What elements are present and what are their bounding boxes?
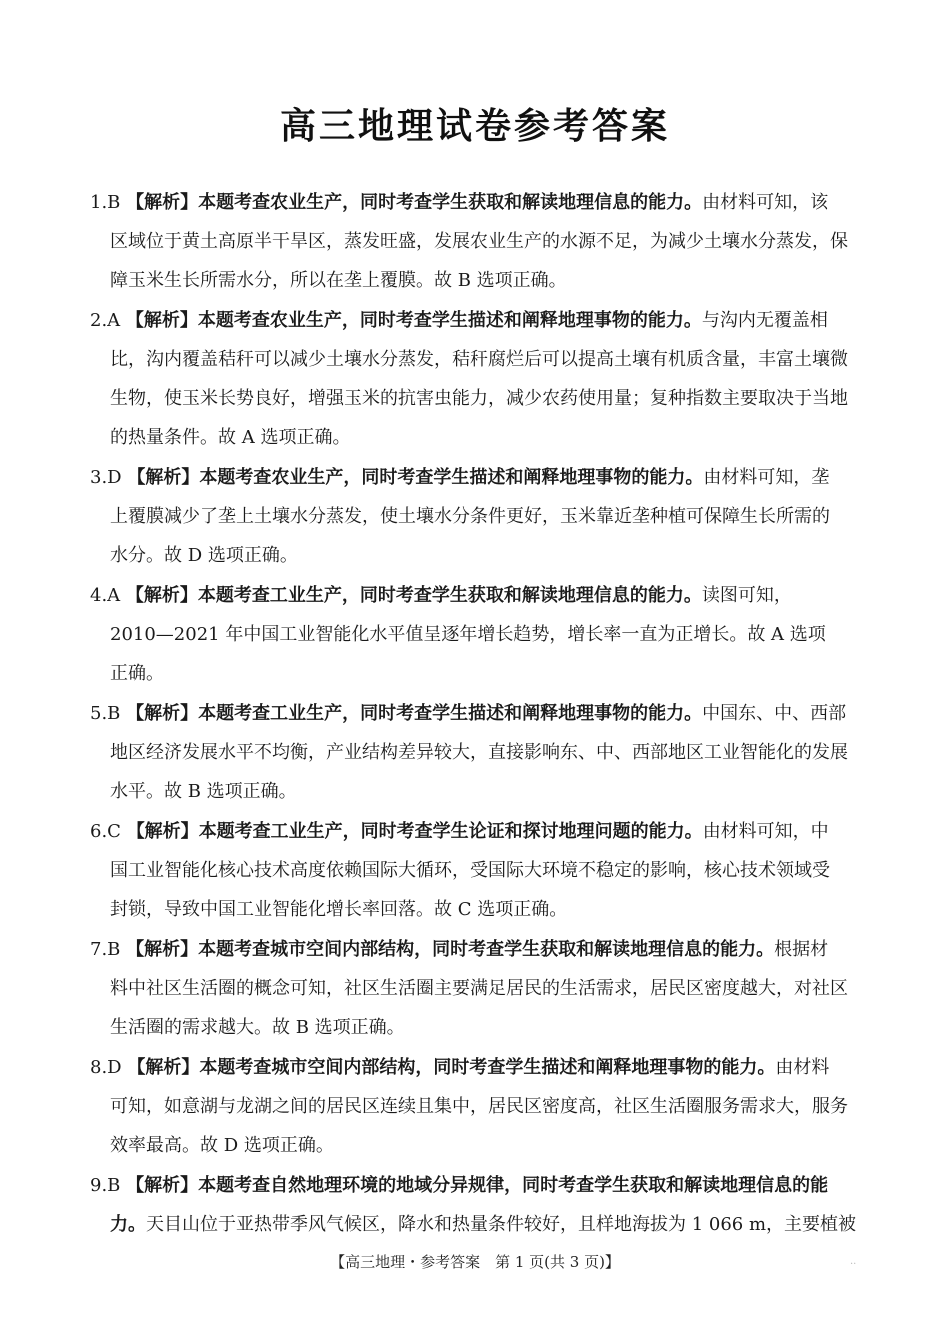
answer-text: 地区经济发展水平不均衡，产业结构差异较大，直接影响东、中、西部地区工业智能化的发展 (110, 742, 848, 763)
answer-number: 9.B (90, 1175, 121, 1196)
answer-text: 由材料 (775, 1057, 830, 1078)
answer-number: 3.D (90, 467, 122, 488)
analysis-tag: 【解析】 (125, 310, 198, 331)
answer-text: 2010—2021 年中国工业智能化水平值呈逐年增长趋势，增长率一直为正增长。故 A 选项 (110, 624, 826, 645)
answer-text: 由材料可知，该 (702, 192, 829, 213)
answer-number: 2.A (90, 310, 121, 331)
answer-first-line (90, 1174, 828, 1198)
answer-first-line (90, 309, 828, 333)
analysis-tag: 【解析】 (126, 939, 199, 960)
answer-text: 水平。故 B 选项正确。 (110, 781, 297, 802)
answer-text: 中国东、中、西部 (702, 703, 847, 724)
analysis-tag: 【解析】 (126, 703, 199, 724)
answer-first-line (90, 702, 846, 726)
page-title: 高三地理试卷参考答案 (279, 106, 670, 147)
answer-text: 水分。故 D 选项正确。 (110, 545, 298, 566)
answer-first-line (90, 466, 829, 490)
answer-number: 1.B (90, 192, 121, 213)
analysis-topic-continued: 力。 (110, 1214, 146, 1235)
analysis-topic: 本题考查农业生产，同时考查学生获取和解读地理信息的能力。 (198, 192, 703, 213)
analysis-topic: 本题考查农业生产，同时考查学生描述和阐释地理事物的能力。 (199, 467, 704, 488)
answer-first-line (90, 191, 828, 215)
analysis-topic: 本题考查城市空间内部结构，同时考查学生获取和解读地理信息的能力。 (198, 939, 775, 960)
answer-text: 封锁，导致中国工业智能化增长率回落。故 C 选项正确。 (110, 899, 568, 920)
answer-text: 生活圈的需求越大。故 B 选项正确。 (110, 1017, 405, 1038)
answer-first-line (90, 1056, 829, 1080)
analysis-topic: 本题考查工业生产，同时考查学生获取和解读地理信息的能力。 (197, 585, 702, 606)
analysis-tag: 【解析】 (126, 1175, 199, 1196)
answer-number: 4.A (90, 585, 121, 606)
answer-text: 比，沟内覆盖秸秆可以减少土壤水分蒸发，秸秆腐烂后可以提高土壤有机质含量，丰富土壤微 (110, 349, 848, 370)
analysis-tag: 【解析】 (127, 467, 200, 488)
answer-text (110, 1213, 856, 1237)
answer-text: 国工业智能化核心技术高度依赖国际大循环，受国际大环境不稳定的影响，核心技术领域受 (110, 860, 830, 881)
answer-text: 区域位于黄土高原半干旱区，蒸发旺盛，发展农业生产的水源不足，为减少土壤水分蒸发，保 (110, 231, 848, 252)
analysis-tag: 【解析】 (126, 821, 199, 842)
analysis-topic: 本题考查工业生产，同时考查学生论证和探讨地理问题的能力。 (198, 821, 703, 842)
page-footer: 【高三地理・参考答案 第 1 页(共 3 页)】 (330, 1253, 620, 1271)
answer-text: 读图可知， (701, 585, 792, 606)
analysis-tag: 【解析】 (126, 192, 199, 213)
analysis-tag: 【解析】 (125, 585, 198, 606)
answer-number: 6.C (90, 821, 121, 842)
answer-text: 障玉米生长所需水分，所以在垄上覆膜。故 B 选项正确。 (110, 270, 567, 291)
answer-text: 天目山位于亚热带季风气候区，降水和热量条件较好，且样地海拔为 1 066 m，主要植被 (146, 1214, 857, 1235)
answer-text: 料中社区生活圈的概念可知，社区生活圈主要满足居民的生活需求，居民区密度越大，对社区 (110, 978, 848, 999)
footer-mark: .. (850, 1256, 857, 1267)
answer-text: 与沟内无覆盖相 (701, 310, 828, 331)
answer-first-line (90, 820, 829, 844)
answer-text: 由材料可知，中 (702, 821, 829, 842)
analysis-topic: 本题考查农业生产，同时考查学生描述和阐释地理事物的能力。 (197, 310, 702, 331)
analysis-topic: 本题考查城市空间内部结构，同时考查学生描述和阐释地理事物的能力。 (199, 1057, 776, 1078)
answer-first-line (90, 584, 792, 608)
answer-text: 效率最高。故 D 选项正确。 (110, 1135, 334, 1156)
answer-text: 正确。 (110, 663, 164, 684)
answer-text: 由材料可知，垄 (703, 467, 830, 488)
answer-number: 8.D (90, 1057, 122, 1078)
analysis-topic: 本题考查自然地理环境的地域分异规律，同时考查学生获取和解读地理信息的能 (198, 1175, 829, 1196)
answer-number: 5.B (90, 703, 121, 724)
answer-text: 的热量条件。故 A 选项正确。 (110, 427, 351, 448)
answer-text: 可知，如意湖与龙湖之间的居民区连续且集中，居民区密度高，社区生活圈服务需求大，服务 (110, 1096, 848, 1117)
answer-number: 7.B (90, 939, 121, 960)
answer-text: 生物，使玉米长势良好，增强玉米的抗害虫能力，减少农药使用量；复种指数主要取决于当地 (110, 388, 848, 409)
answer-text: 根据材 (774, 939, 829, 960)
analysis-topic: 本题考查工业生产，同时考查学生描述和阐释地理事物的能力。 (198, 703, 703, 724)
answer-text: 上覆膜减少了垄上土壤水分蒸发，使土壤水分条件更好，玉米靠近垄种植可保障生长所需的 (110, 506, 830, 527)
analysis-tag: 【解析】 (127, 1057, 200, 1078)
answer-first-line (90, 938, 828, 962)
